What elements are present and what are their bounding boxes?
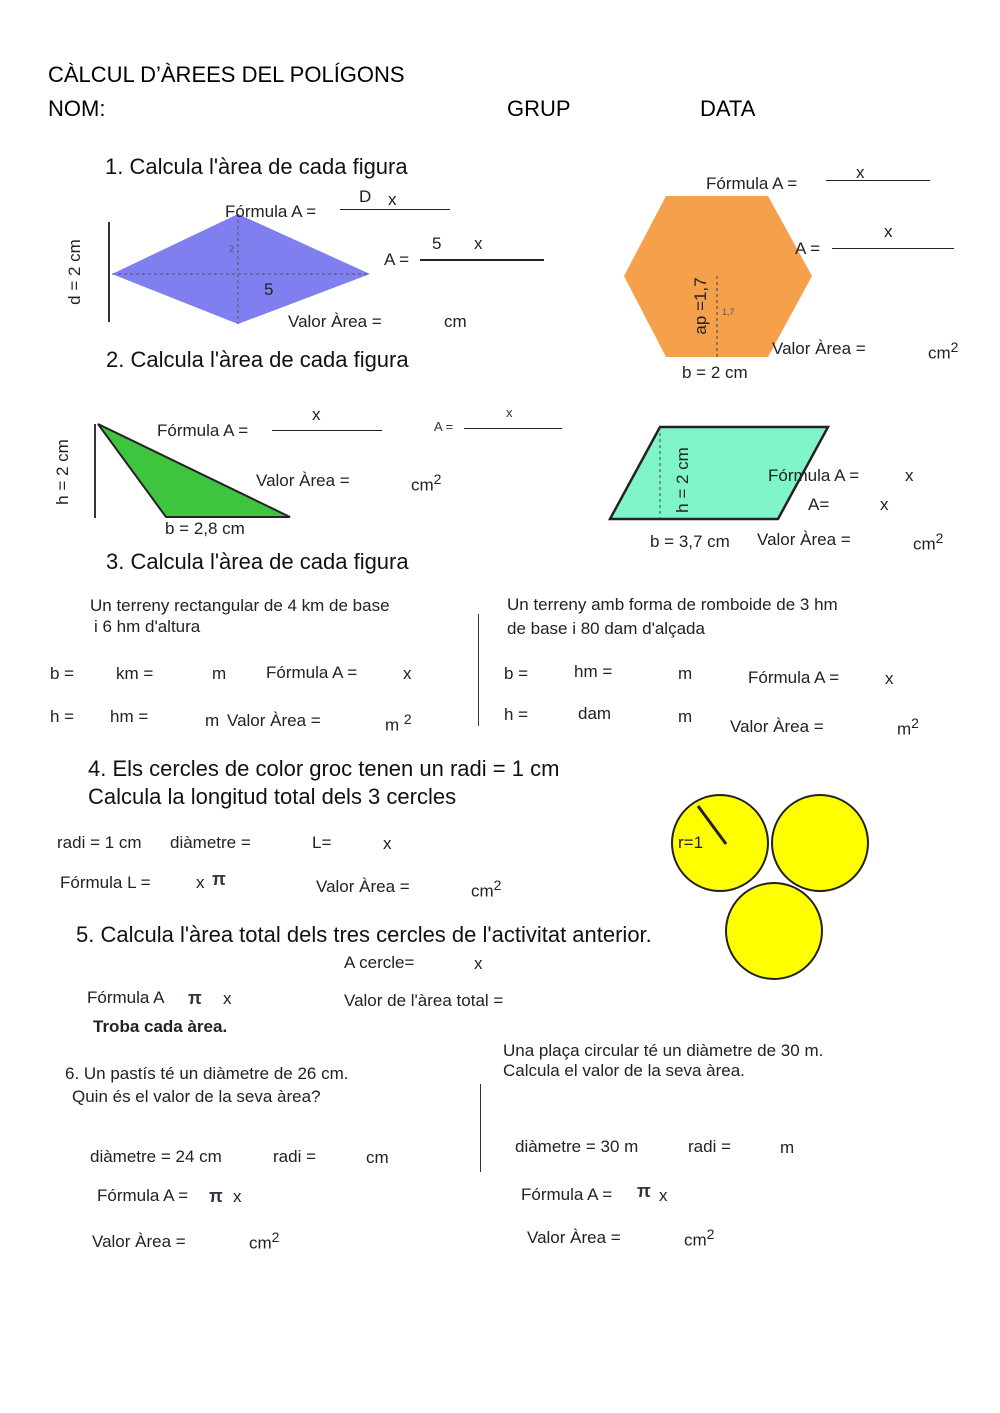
name-label: NOM: (48, 96, 106, 121)
s5-formula: Fórmula A (87, 988, 165, 1007)
circle-2 (772, 795, 868, 891)
s3-left-hm: hm = (110, 707, 149, 726)
triangle-height-label: h = 2 cm (53, 439, 72, 505)
s3-left-m1: m (212, 664, 227, 683)
page-title: CÀLCUL D’ÀREES DEL POLÍGONS (48, 62, 405, 87)
s3-right-dam: dam (578, 704, 612, 723)
s5-fx: x (223, 989, 232, 1008)
parallelogram-formula-x: x (905, 466, 914, 485)
s4-fx: x (196, 873, 205, 892)
rhombus-unit: cm (444, 312, 467, 331)
s4-pi-symbol: π (212, 869, 226, 889)
hexagon-base-label: b = 2 cm (682, 363, 748, 382)
s3-right-desc-1: Un terreny amb forma de romboide de 3 hm (507, 595, 838, 614)
section-1-title: 1. Calcula l'àrea de cada figura (105, 154, 408, 179)
s6-left-unit: $cm^2$ (249, 1229, 280, 1253)
rhombus-a-5: 5 (432, 234, 442, 253)
triangle-a-label: A = (434, 419, 454, 434)
s3-right-valor: Valor Àrea = (730, 717, 824, 736)
s6-right-radi: radi = (688, 1137, 731, 1156)
section-3-title: 3. Calcula l'àrea de cada figura (106, 549, 409, 574)
group-label: GRUP (507, 96, 571, 121)
rhombus-valor-label: Valor Àrea = (288, 312, 382, 331)
triangle-formula-line (272, 430, 382, 431)
section-5-title: 5. Calcula l'àrea total dels tres cercles de l'activitat anterior. (76, 922, 652, 947)
s3-left-unit: m $^2$ (385, 711, 412, 735)
rhombus-shape (112, 214, 370, 324)
hexagon-formula-label: Fórmula A = (706, 174, 798, 193)
triangle-unit: $cm^2$ (411, 471, 442, 495)
hexagon-unit: $cm^2$ (928, 339, 959, 363)
rhombus-formula-x: x (388, 190, 397, 209)
parallelogram-a-x: x (880, 495, 889, 514)
s6-right-x: x (659, 1186, 668, 1205)
s6-right-q1: Una plaça circular té un diàmetre de 30 m. (503, 1041, 824, 1060)
s3-left-m2: m (205, 711, 220, 730)
triangle-a-line (464, 428, 562, 429)
hexagon-figure (622, 194, 822, 359)
parallelogram-unit: $cm^2$ (913, 530, 944, 554)
s3-divider (478, 614, 479, 726)
s3-right-x: x (885, 669, 894, 688)
s4-diametre: diàmetre = (170, 833, 251, 852)
parallelogram-base-label: b = 3,7 cm (650, 532, 730, 551)
section-2-title: 2. Calcula l'àrea de cada figura (106, 347, 409, 372)
triangle-formula-x: x (312, 405, 321, 424)
triangle-a-x: x (506, 405, 513, 420)
s6-right-m: m (780, 1138, 795, 1157)
s5-ax: x (474, 954, 483, 973)
s6-left-diametre: diàmetre = 24 cm (90, 1147, 222, 1166)
s6-left-pi-symbol: π (209, 1186, 223, 1206)
s3-left-x: x (403, 664, 412, 683)
s6-right-unit: $cm^2$ (684, 1226, 715, 1250)
triangle-valor-label: Valor Àrea = (256, 471, 350, 490)
rhombus-a-label: A = (384, 250, 410, 269)
rhombus-d-small: 2 (229, 244, 235, 254)
s3-right-m2: m (678, 707, 693, 726)
s3-right-b: b = (504, 664, 529, 683)
s5-pi-symbol: π (188, 988, 202, 1008)
hexagon-a-line (832, 248, 954, 249)
hexagon-a-x: x (884, 222, 893, 241)
three-circles-figure (670, 794, 870, 984)
hexagon-shape (624, 196, 812, 357)
s3-left-desc-2: i 6 hm d'altura (94, 617, 201, 636)
s6-left-cm: cm (366, 1148, 389, 1167)
s4-x: x (383, 834, 392, 853)
s5-total: Valor de l'àrea total = (344, 991, 504, 1010)
s6-left-q2: Quin és el valor de la seva àrea? (72, 1087, 321, 1106)
s6-divider (480, 1084, 481, 1172)
s4-formula: Fórmula L = (60, 873, 151, 892)
s3-right-m1: m (678, 664, 693, 683)
hexagon-formula-line (826, 180, 930, 181)
parallelogram-a-label: A= (808, 495, 830, 514)
triangle-formula-label: Fórmula A = (157, 421, 249, 440)
s6-right-formula: Fórmula A = (521, 1185, 613, 1204)
s3-left-h: h = (50, 707, 75, 726)
s3-right-desc-2: de base i 80 dam d'alçada (507, 619, 705, 638)
rhombus-formula-D: D (359, 187, 372, 206)
s6-right-diametre: diàmetre = 30 m (515, 1137, 639, 1156)
section-4-title: 4. Els cercles de color groc tenen un radi = 1 cm (88, 756, 560, 781)
s3-left-formula: Fórmula A = (266, 663, 358, 682)
parallelogram-valor-label: Valor Àrea = (757, 530, 851, 549)
date-label: DATA (700, 96, 756, 121)
s6-right-valor: Valor Àrea = (527, 1228, 621, 1247)
s6-right-q2: Calcula el valor de la seva àrea. (503, 1061, 745, 1080)
s3-right-formula: Fórmula A = (748, 668, 840, 687)
parallelogram-height-label: h = 2 cm (673, 447, 692, 513)
s5-troba: Troba cada àrea. (93, 1017, 228, 1036)
s3-right-hm: hm = (574, 662, 613, 681)
section-4-subtitle: Calcula la longitud total dels 3 cercles (88, 784, 457, 809)
parallelogram-formula-label: Fórmula A = (768, 466, 860, 485)
s4-L: L= (312, 833, 332, 852)
rhombus-D-small: 5 (264, 280, 274, 299)
s6-right-pi-symbol: π (637, 1181, 651, 1201)
s4-valor: Valor Àrea = (316, 877, 410, 896)
rhombus-formula-label: Fórmula A = (225, 202, 317, 221)
s3-right-h: h = (504, 705, 529, 724)
s4-radi: radi = 1 cm (57, 833, 142, 852)
s4-unit: $cm^2$ (471, 877, 502, 901)
s3-left-km: km = (116, 664, 154, 683)
hexagon-apothem-small: 1,7 (722, 307, 735, 317)
s6-left-q1: 6. Un pastís té un diàmetre de 26 cm. (65, 1064, 349, 1083)
rhombus-formula-line (340, 209, 450, 210)
rhombus-a-x: x (474, 234, 483, 253)
hexagon-a-label: A = (795, 239, 821, 258)
rhombus-side-label: d = 2 cm (65, 239, 84, 305)
hexagon-formula-x: x (856, 163, 865, 182)
s6-left-x: x (233, 1187, 242, 1206)
rhombus-a-line (420, 259, 544, 261)
circle-radius-label: r=1 (678, 833, 704, 852)
s3-left-b: b = (50, 664, 75, 683)
circle-3 (726, 883, 822, 979)
s3-right-unit: $m^2$ (897, 715, 919, 739)
s6-left-formula: Fórmula A = (97, 1186, 189, 1205)
s3-left-desc-1: Un terreny rectangular de 4 km de base (90, 596, 390, 615)
s3-left-valor: Valor Àrea = (227, 711, 321, 730)
triangle-base-label: b = 2,8 cm (165, 519, 245, 538)
hexagon-valor-label: Valor Àrea = (772, 339, 866, 358)
s5-acercle: A cercle= (344, 953, 415, 972)
hexagon-apothem-label: ap =1,7 (691, 277, 710, 335)
s6-left-radi: radi = (273, 1147, 316, 1166)
s6-left-valor: Valor Àrea = (92, 1232, 186, 1251)
